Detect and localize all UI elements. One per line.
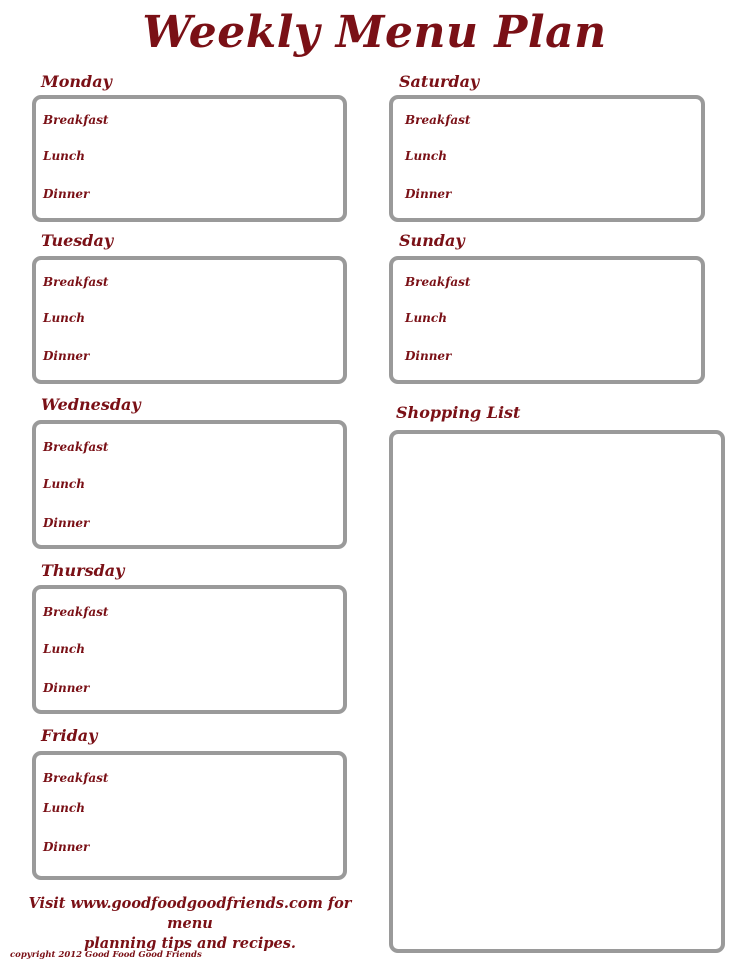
meal-label-lunch: Lunch — [43, 149, 85, 163]
menu-box-sunday[interactable] — [389, 256, 705, 384]
footer-visit-line-1: Visit www.goodfoodgoodfriends.com for menu — [28, 895, 352, 932]
day-label-saturday: Saturday — [399, 72, 480, 91]
meal-label-breakfast: Breakfast — [405, 275, 471, 289]
footer-visit-line-2: planning tips and recipes. — [84, 935, 296, 952]
meal-label-breakfast: Breakfast — [43, 440, 109, 454]
footer-visit-text — [14, 894, 366, 954]
menu-box-tuesday[interactable] — [32, 256, 347, 384]
day-label-thursday: Thursday — [41, 561, 125, 580]
copyright-text: copyright 2012 Good Food Good Friends — [10, 950, 202, 960]
menu-box-monday[interactable] — [32, 95, 347, 222]
meal-label-dinner: Dinner — [405, 187, 452, 201]
day-label-sunday: Sunday — [399, 231, 465, 250]
day-label-tuesday: Tuesday — [41, 231, 114, 250]
meal-label-dinner: Dinner — [43, 187, 90, 201]
meal-label-dinner: Dinner — [405, 349, 452, 363]
day-label-monday: Monday — [41, 72, 112, 91]
meal-label-breakfast: Breakfast — [43, 605, 109, 619]
menu-box-wednesday[interactable] — [32, 420, 347, 549]
meal-label-lunch: Lunch — [43, 801, 85, 815]
meal-label-breakfast: Breakfast — [43, 275, 109, 289]
meal-label-lunch: Lunch — [43, 311, 85, 325]
meal-label-lunch: Lunch — [405, 311, 447, 325]
meal-label-dinner: Dinner — [43, 840, 90, 854]
meal-label-lunch: Lunch — [43, 642, 85, 656]
meal-label-breakfast: Breakfast — [43, 113, 109, 127]
meal-label-lunch: Lunch — [405, 149, 447, 163]
day-label-wednesday: Wednesday — [41, 395, 141, 414]
meal-label-dinner: Dinner — [43, 516, 90, 530]
shopping-list-label: Shopping List — [396, 403, 521, 422]
menu-box-friday[interactable] — [32, 751, 347, 880]
shopping-list-box[interactable] — [389, 430, 725, 953]
meal-label-breakfast: Breakfast — [43, 771, 109, 785]
meal-label-breakfast: Breakfast — [405, 113, 471, 127]
meal-label-dinner: Dinner — [43, 349, 90, 363]
menu-box-saturday[interactable] — [389, 95, 705, 222]
meal-label-dinner: Dinner — [43, 681, 90, 695]
menu-box-thursday[interactable] — [32, 585, 347, 714]
meal-label-lunch: Lunch — [43, 477, 85, 491]
day-label-friday: Friday — [41, 726, 98, 745]
page-title: Weekly Menu Plan — [142, 7, 607, 58]
